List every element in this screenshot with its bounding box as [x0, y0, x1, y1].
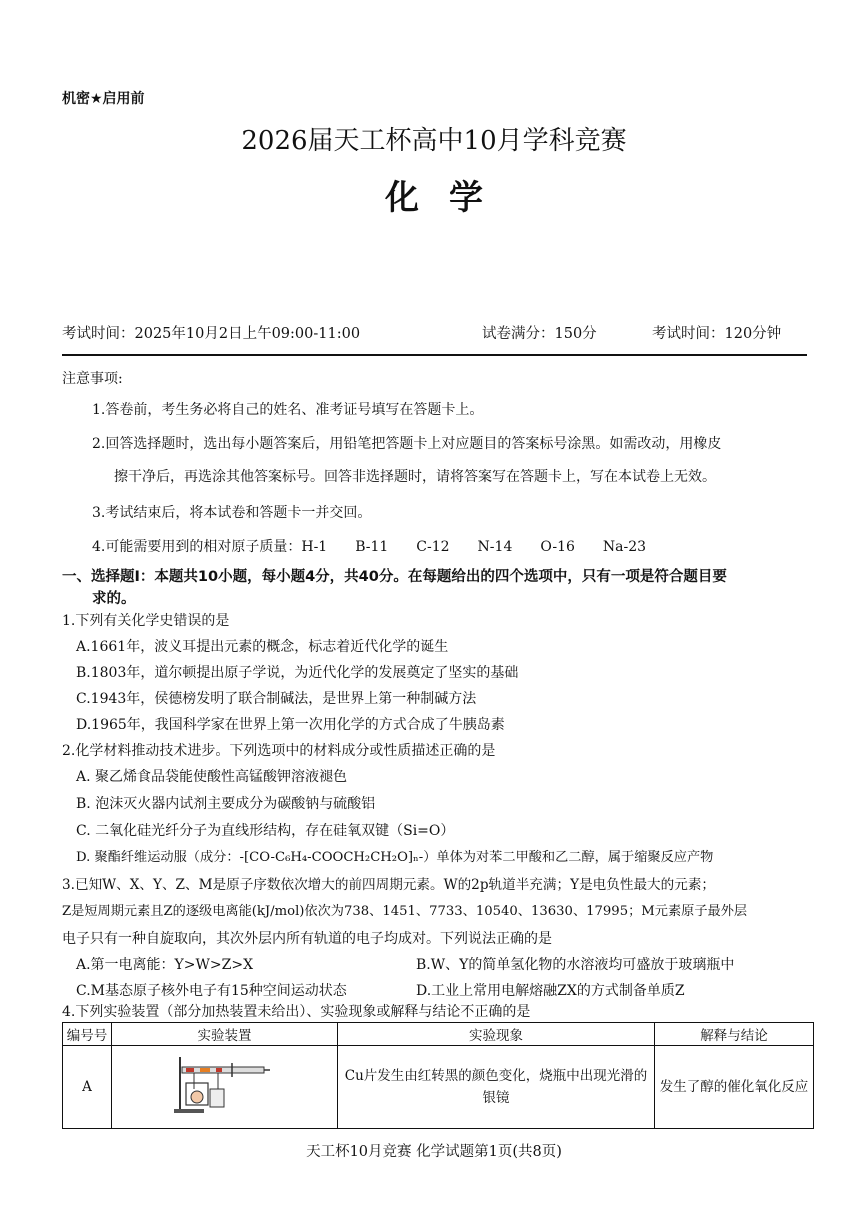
- question-3-option-c: C.M基态原子核外电子有15种空间运动状态: [76, 983, 347, 999]
- distillation-apparatus-image: [172, 1053, 272, 1115]
- question-1-option-c: C.1943年，侯德榜发明了联合制碱法，是世界上第一种制碱方法: [76, 691, 477, 707]
- question-2-option-b: B. 泡沫灭火器内试剂主要成分为碳酸钠与硫酸铝: [76, 796, 376, 812]
- row-number: A: [63, 1046, 112, 1129]
- question-3-option-b: B.W、Y的简单氢化物的水溶液均可盛放于玻璃瓶中: [416, 957, 735, 973]
- section-heading-cont: 求的。: [92, 591, 136, 607]
- question-3-option-a: A.第一电离能：Y>W>Z>X: [76, 957, 254, 973]
- note-item: 2.回答选择题时，选出每小题答案后，用铅笔把答题卡上对应题目的答案标号涂黑。如需改动，用橡皮: [92, 436, 722, 452]
- question-3-stem-line: Z是短周期元素且Z的逐级电离能(kJ/mol)依次为738、1451、7733、10540、13630、17995；M元素原子最外层: [62, 904, 748, 919]
- apparatus-cell: [112, 1046, 338, 1129]
- subject-title: 化学: [385, 178, 513, 218]
- conclusion-cell: 发生了醇的催化氧化反应: [655, 1046, 814, 1129]
- notes-heading: 注意事项:: [62, 371, 123, 387]
- question-3-stem-line: 3.已知W、X、Y、Z、M是原子序数依次增大的前四周期元素。W的2p轨道半充满；Y是电负性最大的元素；: [62, 877, 716, 893]
- note-item: 4.可能需要用到的相对原子质量：H-1 B-11 C-12 N-14 O-16 Na-23: [92, 539, 647, 555]
- question-1-option-d: D.1965年，我国科学家在世界上第一次用化学的方式合成了牛胰岛素: [76, 717, 505, 733]
- header-divider: [62, 354, 807, 356]
- header-phenomenon: 实验现象: [338, 1023, 655, 1046]
- header-number: 编号号: [63, 1023, 112, 1046]
- exam-score: 试卷满分：150分: [482, 326, 597, 342]
- page-footer: 天工杯10月竞赛 化学试题第1页(共8页): [306, 1144, 562, 1160]
- question-1-option-b: B.1803年，道尔顿提出原子学说，为近代化学的发展奠定了坚实的基础: [76, 665, 519, 681]
- question-1-option-a: A.1661年，波义耳提出元素的概念，标志着近代化学的诞生: [76, 639, 449, 655]
- exam-duration: 考试时间：120分钟: [652, 326, 782, 342]
- experiment-table: [62, 1022, 814, 1129]
- phenomenon-cell: Cu片发生由红转黑的颜色变化，烧瓶中出现光滑的银镜: [338, 1046, 655, 1129]
- question-1-stem: 1.下列有关化学史错误的是: [62, 613, 230, 629]
- header-conclusion: 解释与结论: [655, 1023, 814, 1046]
- question-4-stem: 4.下列实验装置（部分加热装置未给出）、实验现象或解释与结论不正确的是: [62, 1004, 531, 1020]
- question-2-option-c: C. 二氧化硅光纤分子为直线形结构，存在硅氧双键（Si=O）: [76, 823, 455, 839]
- question-2-option-d: D. 聚酯纤维运动服（成分：-[CO-C₆H₄-COOCH₂CH₂O]ₙ-）单体为对苯二甲酸和乙二醇，属于缩聚反应产物: [76, 850, 714, 865]
- question-2-stem: 2.化学材料推动技术进步。下列选项中的材料成分或性质描述正确的是: [62, 743, 496, 759]
- header-apparatus: 实验装置: [112, 1023, 338, 1046]
- note-item: 擦干净后，再选涂其他答案标号。回答非选择题时，请将答案写在答题卡上，写在本试卷上无效。: [114, 469, 716, 485]
- table-header-row: [63, 1023, 814, 1046]
- note-item: 1.答卷前，考生务必将自己的姓名、准考证号填写在答题卡上。: [92, 402, 484, 418]
- exam-title: 2026届天工杯高中10月学科竞赛: [241, 126, 627, 156]
- note-item: 3.考试结束后，将本试卷和答题卡一并交回。: [92, 505, 372, 521]
- exam-date: 考试时间：2025年10月2日上午09:00-11:00: [62, 326, 361, 342]
- question-3-stem-line: 电子只有一种自旋取向，其次外层内所有轨道的电子均成对。下列说法正确的是: [62, 931, 552, 947]
- confidential-label: 机密★启用前: [62, 91, 145, 107]
- question-2-option-a: A. 聚乙烯食品袋能使酸性高锰酸钾溶液褪色: [76, 769, 348, 785]
- question-3-option-d: D.工业上常用电解熔融ZX的方式制备单质Z: [416, 983, 685, 999]
- table-row: [63, 1046, 814, 1129]
- section-heading: 一、选择题Ⅰ：本题共10小题，每小题4分，共40分。在每题给出的四个选项中，只有一项是符合题目要: [62, 569, 727, 585]
